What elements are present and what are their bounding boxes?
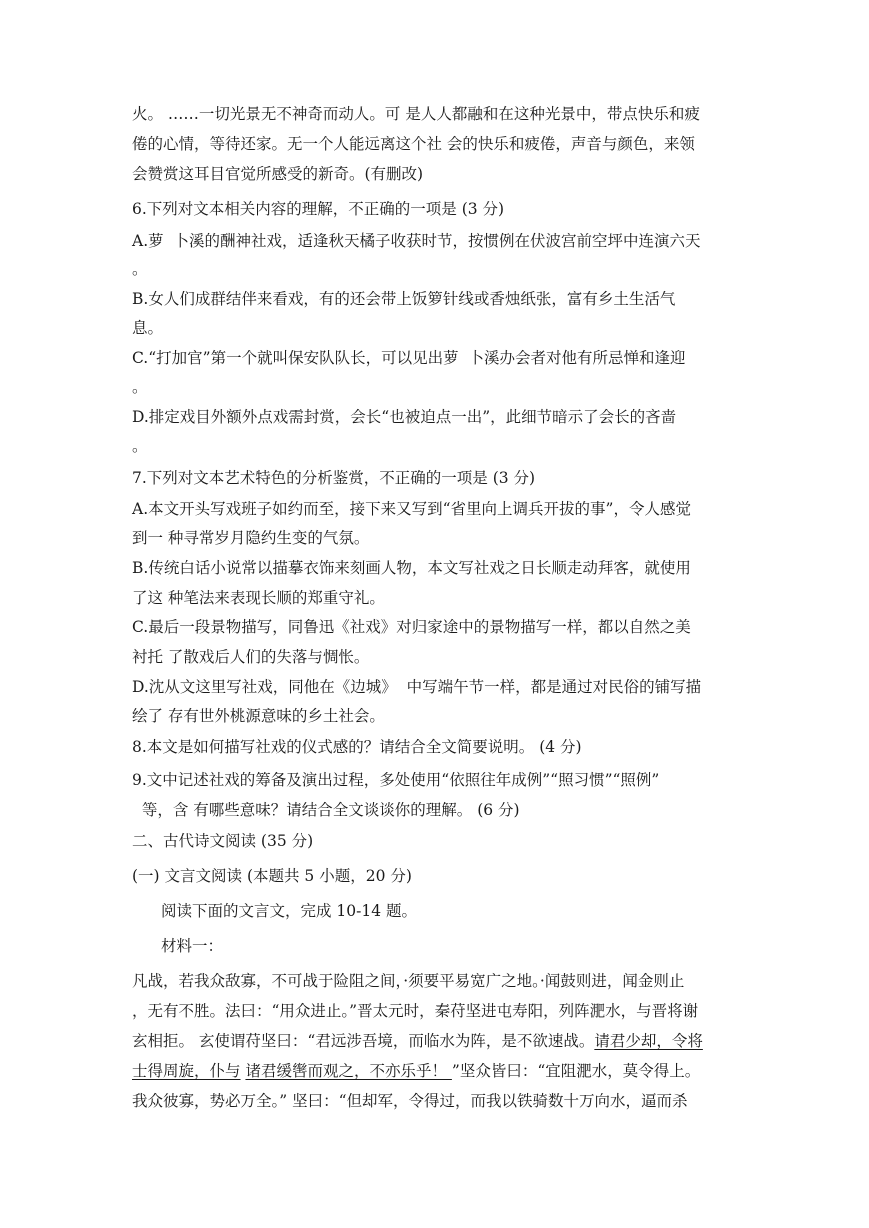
underlined-text: 诸君缓辔而观之，不亦乐乎！	[245, 1062, 452, 1080]
material-label: 材料一：	[161, 937, 224, 955]
text-line: 绘了 存有世外桃源意味的乡土社会。	[132, 707, 385, 725]
option-a: A.萝 卜溪的酬神社戏，适逢秋天橘子收获时节，按惯例在伏波宫前空坪中连演六天	[132, 232, 701, 250]
text-line: 。	[132, 260, 148, 278]
text-line: 到一 种寻常岁月隐约生变的气氛。	[132, 529, 370, 547]
text-line: 息。	[132, 319, 164, 337]
text-line: 等，含 有哪些意味？请结合全文谈谈你的理解。 (6 分)	[132, 801, 520, 819]
text-line: 。	[132, 437, 148, 455]
underlined-text: 请君少却，令将	[594, 1032, 703, 1050]
subsection-heading: (一) 文言文阅读 (本题共 5 小题，20 分)	[132, 867, 412, 885]
option-b: B.传统白话小说常以描摹衣饰来刻画人物，本文写社戏之日长顺走动拜客，就使用	[132, 559, 691, 577]
text-line: 火。 ……一切光景无不神奇而动人。可 是人人都融和在这种光景中，带点快乐和疲	[132, 105, 700, 123]
text-line: 衬托 了散戏后人们的失落与惆怅。	[132, 648, 370, 666]
option-c: C.最后一段景物描写，同鲁迅《社戏》对归家途中的景物描写一样，都以自然之美	[132, 618, 691, 636]
option-d: D.排定戏目外额外点戏需封赏，会长“也被迫点一出”，此细节暗示了会长的吝啬	[132, 408, 677, 426]
option-c: C.“打加官”第一个就叫保安队队长，可以见出萝 卜溪办会者对他有所忌惮和逢迎	[132, 349, 686, 367]
text-line: 倦的心情，等待还家。无一个人能远离这个社 会的快乐和疲倦，声音与颜色，来领	[132, 135, 695, 153]
question-9: 9.文中记述社戏的筹备及演出过程，多处使用“依照往年成例”“照习惯”“照例”	[132, 771, 660, 789]
instruction: 阅读下面的文言文，完成 10-14 题。	[161, 902, 418, 920]
option-b: B.女人们成群结伴来看戏，有的还会带上饭箩针线或香烛纸张，富有乡土生活气	[132, 290, 676, 308]
text-line	[132, 1061, 700, 1081]
text-span: ”坚众皆曰：“宜阻淝水，莫令得上。	[451, 1062, 701, 1080]
option-d: D.沈从文这里写社戏，同他在《边城》 中写端午节一样，都是通过对民俗的铺写描	[132, 678, 702, 696]
text-line: 了这 种笔法来表现长顺的郑重守礼。	[132, 589, 385, 607]
text-line: 会赞赏这耳目官觉所感受的新奇。(有删改)	[132, 165, 424, 183]
text-line: 我众彼寡，势必万全。” 坚曰：“但却军，令得过，而我以铁骑数十万向水，逼而杀	[132, 1092, 688, 1110]
text-line: 凡战，若我众敌寡，不可战于险阻之间，·须要平易宽广之地。·闻鼓则进，闻金则止	[132, 972, 685, 990]
text-line	[132, 1031, 703, 1051]
question-8: 8.本文是如何描写社戏的仪式感的？请结合全文简要说明。 (4 分)	[132, 738, 582, 756]
text-line: ，无有不胜。法曰：“用众进止。”晋太元时，秦苻坚进屯寿阳，列阵淝水，与晋将谢	[132, 1002, 699, 1020]
section-heading: 二、古代诗文阅读 (35 分)	[132, 832, 314, 850]
question-6: 6.下列对文本相关内容的理解，不正确的一项是 (3 分)	[132, 200, 505, 218]
text-span: 玄相拒。 玄使谓苻坚曰：“君远涉吾境，而临水为阵，是不欲速战。	[132, 1032, 595, 1050]
option-a: A.本文开头写戏班子如约而至，接下来又写到“省里向上调兵开拔的事”，令人感觉	[132, 500, 691, 518]
text-line: 。	[132, 378, 148, 396]
question-7: 7.下列对文本艺术特色的分析鉴赏，不正确的一项是 (3 分)	[132, 469, 536, 487]
underlined-text: 士得周旋，仆与	[132, 1062, 241, 1080]
